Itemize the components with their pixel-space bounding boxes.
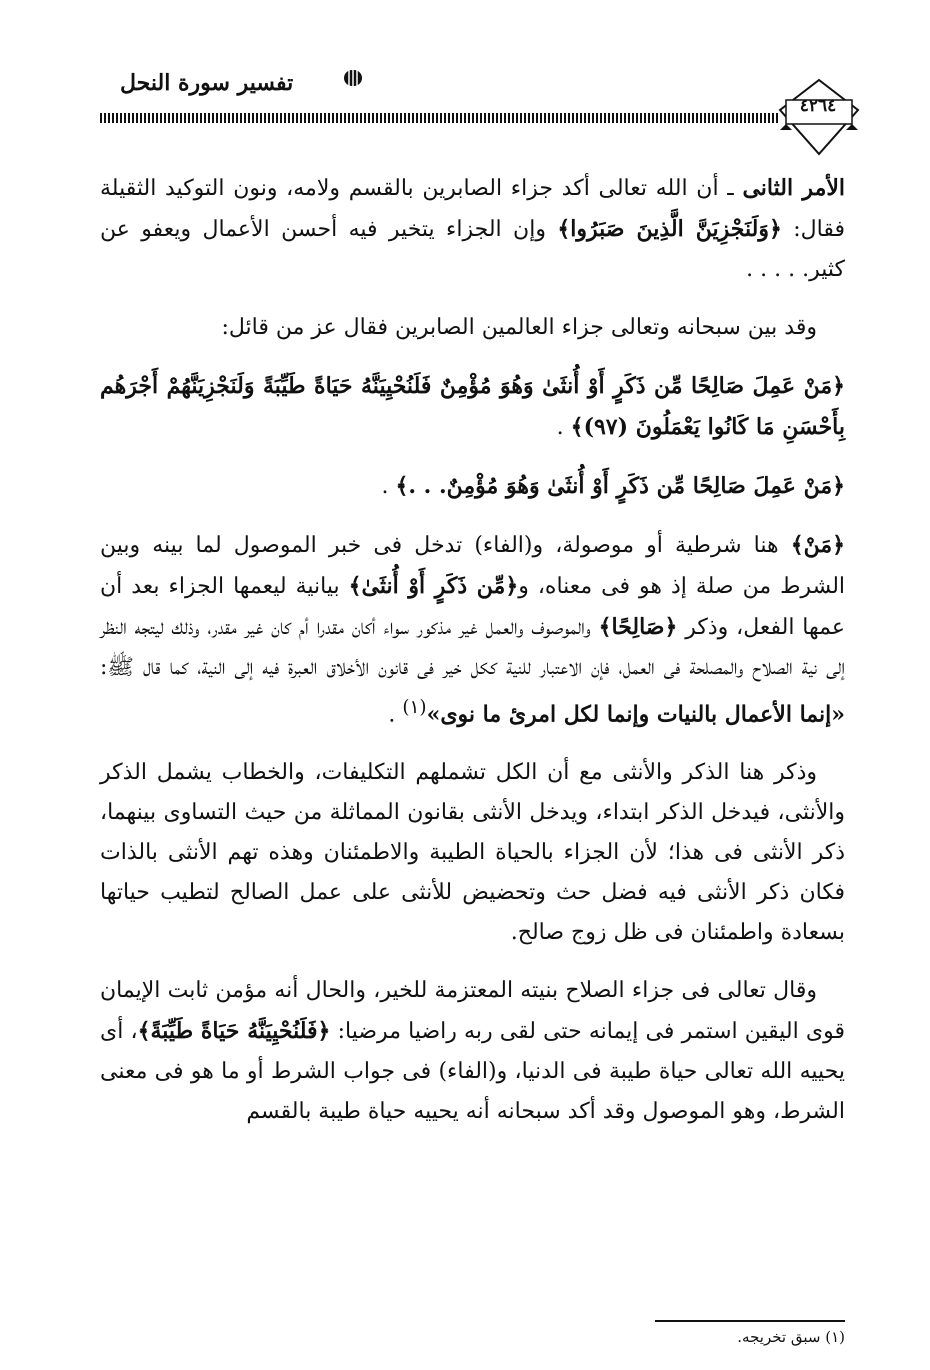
paragraph-text: ، أى يحييه الله تعالى حياة طيبة فى الدنيا، و(الفاء) فى جواب الشرط أو ما هو فى معنى الشرط، وهو الموصول وقد أكد سبحانه أنه يحييه حياة طيبة بالقسم: [100, 1019, 845, 1125]
header-ornament-icon: [342, 66, 364, 90]
paragraph-1: [100, 168, 845, 290]
paragraph-3: [100, 525, 845, 735]
paragraph-text: ـ أن الله تعالى أكد جزاء الصابرين بالقسم ولامه، ونون التوكيد الثقيلة فقال:: [100, 176, 845, 242]
main-text: [100, 168, 845, 1150]
quran-verse: ﴿مَنْ عَمِلَ صَالِحًا مِّن ذَكَرٍ أَوْ أُنثَىٰ وَهُوَ مُؤْمِنٌ. . .﴾: [395, 473, 845, 499]
verse-end: .: [381, 474, 396, 499]
paragraph-5: [100, 971, 845, 1132]
paragraph-text: بيانية ليعمها الجزاء بعد أن عمها الفعل، وذكر: [100, 574, 845, 640]
quran-quote: ﴿صَالِحًا﴾: [598, 614, 678, 640]
running-header-title: تفسير سورة النحل: [120, 70, 294, 96]
footnote-separator: [655, 1320, 845, 1322]
footnote: (١) سبق تخريجه.: [737, 1328, 845, 1346]
paragraph-text: وقد بين سبحانه وتعالى جزاء العالمين الصابرين فقال عز من قائل:: [221, 315, 817, 340]
verse-end: .: [556, 415, 571, 440]
paragraph-2: [100, 308, 845, 348]
page-number-badge: [778, 78, 860, 156]
hadith-quote: «إنما الأعمال بالنيات وإنما لكل امرئ ما نوى»: [426, 701, 845, 728]
paragraph-text: هنا شرطية أو موصولة، و(الفاء) تدخل فى خبر الموصول لما بينه وبين الشرط من صلة إذ هو فى معناه، و: [100, 533, 846, 599]
paragraph-text: وذكر هنا الذكر والأنثى مع أن الكل تشملهم التكليفات، والخطاب يشمل الذكر والأنثى، فيدخل الذكر ابتداء، ويدخل الأنثى بقانون المماثلة من حيث التساوى بينهما، ذكر الأنثى فى هذا؛ لأن الجزاء بالحياة الطيبة والاطمئنان وهذه تهم الأنثى بالذات فكان ذكر الأنثى فيه فضل حث وتحضيض للأنثى على عمل الصالح لتطيب حياتها بسعادة واطمئنان فى ظل زوج صالح.: [100, 760, 845, 946]
paragraph-text: وإن الجزاء يتخير فيه أحسن الأعمال ويعفو عن كثير. . . . .: [100, 217, 845, 282]
quran-verse: ﴿مَنْ عَمِلَ صَالِحًا مِّن ذَكَرٍ أَوْ أُنثَىٰ وَهُوَ مُؤْمِنٌ فَلَنُحْيِيَنَّهُ حَيَاةً طَيِّبَةً وَلَنَجْزِيَنَّهُمْ أَجْرَهُم بِأَحْسَنِ مَا كَانُوا يَعْمَلُونَ (٩٧)﴾: [100, 373, 845, 440]
quran-quote: ﴿مَنْ﴾: [790, 532, 845, 558]
paragraph-text: وقال تعالى فى جزاء الصلاح بنيته المعتزمة للخير، والحال أنه مؤمن ثابت الإيمان قوى اليقين استمر فى إيمانه حتى لقى ربه راضيا مرضيا:: [100, 978, 846, 1045]
verse-block-2: [100, 466, 845, 507]
section-lead: الأمر الثانى: [742, 175, 846, 201]
paragraph-4: [100, 753, 845, 953]
verse-block-1: [100, 366, 845, 448]
quran-quote: ﴿مِّن ذَكَرٍ أَوْ أُنثَىٰ﴾: [348, 573, 519, 599]
paragraph-end: .: [388, 702, 403, 728]
footnote-ref: (١): [402, 697, 427, 718]
paragraph-text: والموصوف والعمل غير مذكور سواء أكان مقدرا أم كان غير مقدر، وذلك ليتجه النظر إلى نية الصلاح والمصلحة فى العمل، فإن الاعتبار للنية ككل خير فى قانون الأخلاق العبرة فيه إلى النية، كما قال ﷺ:: [100, 615, 845, 680]
quran-quote: ﴿فَلَنُحْيِيَنَّهُ حَيَاةً طَيِّبَةً﴾: [137, 1018, 331, 1045]
page-number: ٤٢٦٤: [799, 96, 837, 116]
quran-quote: ﴿وَلَنَجْزِيَنَّ الَّذِينَ صَبَرُوا﴾: [557, 216, 782, 242]
header-rule: [100, 113, 780, 123]
